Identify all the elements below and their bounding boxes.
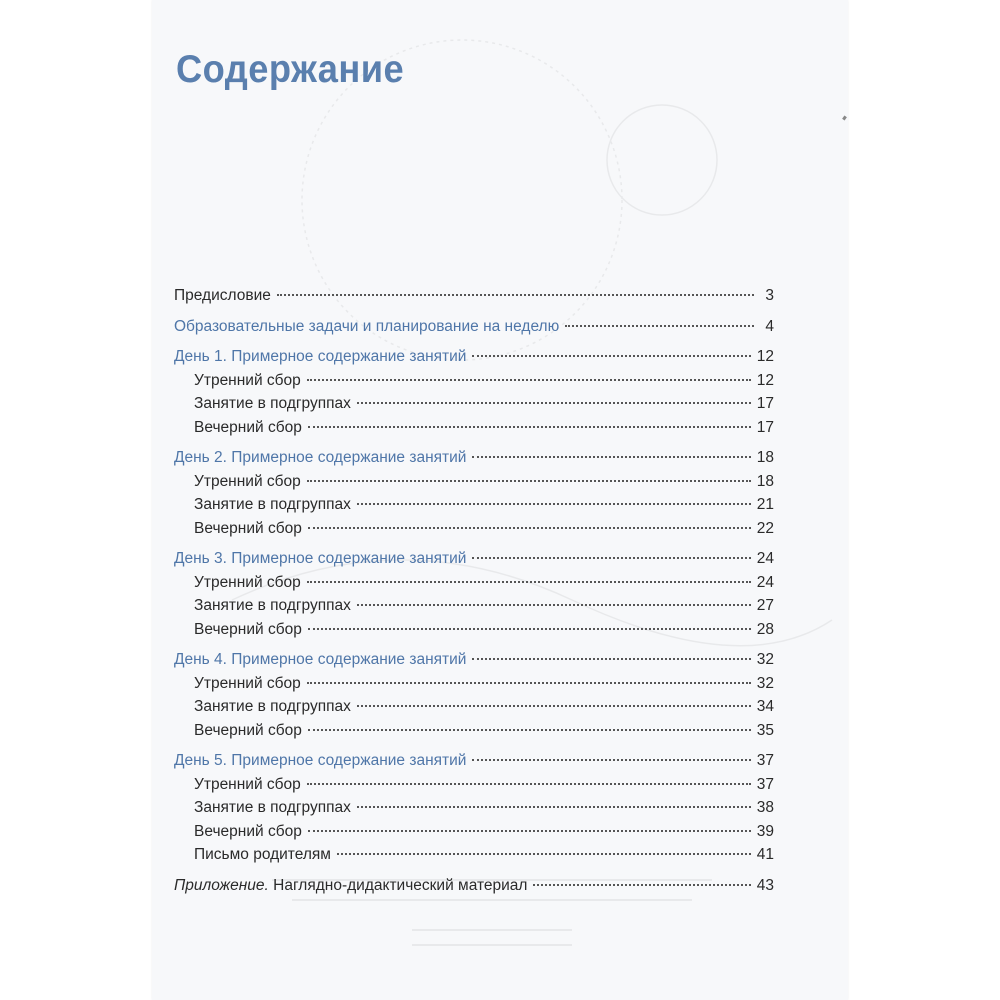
toc-entry-label: Занятие в подгруппах bbox=[194, 698, 351, 715]
toc-page-number: 12 bbox=[756, 371, 774, 389]
toc-entry-label: Утренний сбор bbox=[194, 371, 301, 389]
toc-entry bbox=[174, 695, 774, 719]
toc-entry-label: Утренний сбор bbox=[194, 775, 301, 793]
toc-dot-leader bbox=[472, 759, 750, 761]
toc-dot-leader bbox=[307, 480, 751, 482]
toc-entry bbox=[174, 719, 774, 743]
toc-entry bbox=[174, 517, 774, 541]
toc-page-number: 28 bbox=[756, 620, 774, 638]
toc-page-number: 37 bbox=[756, 775, 774, 793]
toc-page-number: 27 bbox=[756, 597, 774, 614]
toc-page-number: 24 bbox=[756, 573, 774, 591]
toc-entry bbox=[174, 874, 774, 898]
toc-page-number: 39 bbox=[756, 822, 774, 840]
toc-page-number: 12 bbox=[756, 348, 774, 365]
toc-entry bbox=[174, 618, 774, 642]
toc-page-number: 37 bbox=[756, 752, 774, 769]
toc-page-number: 21 bbox=[756, 496, 774, 513]
toc-entry bbox=[174, 594, 774, 618]
toc-page-number: 18 bbox=[756, 472, 774, 490]
toc-entry-label-text: Наглядно-дидактический материал bbox=[268, 876, 528, 894]
toc-entry-label: Письмо родителям bbox=[194, 846, 331, 863]
toc-entry bbox=[174, 648, 774, 672]
toc-dot-leader bbox=[472, 658, 750, 660]
toc-entry-label: Занятие в подгруппах bbox=[194, 799, 351, 816]
toc-entry bbox=[174, 749, 774, 773]
toc-page-number: 32 bbox=[756, 674, 774, 692]
toc-entry bbox=[174, 843, 774, 867]
toc-dot-leader bbox=[307, 581, 751, 583]
toc-dot-leader bbox=[308, 628, 751, 630]
toc-dot-leader bbox=[357, 705, 751, 707]
toc-dot-leader bbox=[307, 682, 751, 684]
toc-page-number: 24 bbox=[756, 550, 774, 567]
toc-dot-leader bbox=[472, 456, 750, 458]
toc-dot-leader bbox=[357, 402, 751, 404]
toc-page-number: 41 bbox=[756, 846, 774, 863]
toc-entry-label: Занятие в подгруппах bbox=[194, 395, 351, 412]
toc-dot-leader bbox=[307, 783, 751, 785]
toc-entry bbox=[174, 672, 774, 696]
toc-page-number: 32 bbox=[756, 651, 774, 668]
toc-entry-label: Образовательные задачи и планирование на неделю bbox=[174, 317, 560, 335]
toc-dot-leader bbox=[308, 527, 751, 529]
toc-entry-label: День 5. Примерное содержание занятий bbox=[174, 752, 467, 769]
toc-entry bbox=[174, 493, 774, 517]
table-of-contents bbox=[174, 284, 774, 897]
toc-dot-leader bbox=[565, 325, 754, 327]
toc-entry bbox=[174, 796, 774, 820]
toc-page-number: 34 bbox=[756, 698, 774, 715]
toc-entry-label: Занятие в подгруппах bbox=[194, 597, 351, 614]
toc-dot-leader bbox=[308, 426, 751, 428]
toc-entry-label: Вечерний сбор bbox=[194, 721, 302, 739]
toc-page-number: 43 bbox=[756, 876, 774, 894]
toc-page-number: 22 bbox=[756, 519, 774, 537]
toc-dot-leader bbox=[472, 355, 750, 357]
toc-dot-leader bbox=[357, 806, 751, 808]
book-page bbox=[152, 0, 848, 1000]
toc-entry-label: Предисловие bbox=[174, 287, 271, 304]
toc-page-number: 17 bbox=[756, 395, 774, 412]
toc-entry-label: Вечерний сбор bbox=[194, 519, 302, 537]
toc-entry-label: День 2. Примерное содержание занятий bbox=[174, 449, 467, 466]
toc-entry-label: Утренний сбор bbox=[194, 472, 301, 490]
toc-dot-leader bbox=[533, 884, 750, 886]
toc-page-number: 35 bbox=[756, 721, 774, 739]
toc-entry-label: День 3. Примерное содержание занятий bbox=[174, 550, 467, 567]
toc-entry bbox=[174, 820, 774, 844]
toc-entry bbox=[174, 470, 774, 494]
toc-page-number: 4 bbox=[765, 317, 774, 335]
toc-page-number: 18 bbox=[756, 449, 774, 466]
toc-entry bbox=[174, 571, 774, 595]
toc-entry-label: Утренний сбор bbox=[194, 573, 301, 591]
toc-dot-leader bbox=[357, 604, 751, 606]
toc-entry bbox=[174, 345, 774, 369]
toc-entry-label bbox=[174, 874, 533, 898]
toc-entry-label: Вечерний сбор bbox=[194, 418, 302, 436]
toc-entry-label: Утренний сбор bbox=[194, 674, 301, 692]
toc-entry-label: Вечерний сбор bbox=[194, 822, 302, 840]
toc-page-number: 3 bbox=[765, 287, 774, 304]
toc-dot-leader bbox=[277, 294, 754, 296]
toc-dot-leader bbox=[357, 503, 751, 505]
toc-entry-label: День 1. Примерное содержание занятий bbox=[174, 348, 467, 365]
toc-dot-leader bbox=[307, 379, 751, 381]
toc-entry-label: Вечерний сбор bbox=[194, 620, 302, 638]
toc-entry-label: Занятие в подгруппах bbox=[194, 496, 351, 513]
toc-entry bbox=[174, 416, 774, 440]
toc-entry bbox=[174, 446, 774, 470]
toc-entry bbox=[174, 369, 774, 393]
page-title: Содержание bbox=[176, 48, 405, 91]
toc-page-number: 38 bbox=[756, 799, 774, 816]
toc-dot-leader bbox=[308, 729, 751, 731]
toc-dot-leader bbox=[337, 853, 751, 855]
toc-entry-label: День 4. Примерное содержание занятий bbox=[174, 651, 467, 668]
toc-entry bbox=[174, 773, 774, 797]
toc-dot-leader bbox=[472, 557, 750, 559]
toc-entry bbox=[174, 547, 774, 571]
toc-entry bbox=[174, 392, 774, 416]
toc-entry-label-italic: Приложение. bbox=[174, 876, 269, 894]
toc-dot-leader bbox=[308, 830, 751, 832]
toc-entry bbox=[174, 284, 774, 308]
toc-page-number: 17 bbox=[756, 418, 774, 436]
toc-entry bbox=[174, 315, 774, 339]
